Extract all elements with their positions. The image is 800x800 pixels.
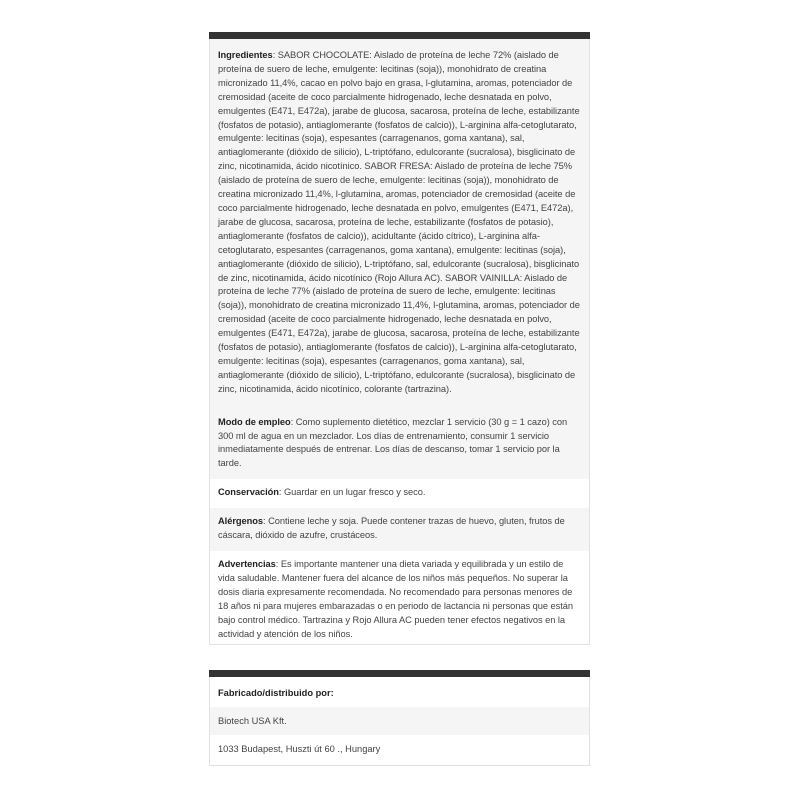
storage-label: Conservación bbox=[218, 487, 279, 498]
warnings-text: : Es importante mantener una dieta variada y equilibrada y un estilo de vida saludable. Mantener fuera del alcance de los niños más pequeños. No superar la dosis diaria expresamente recomendada. No recomendado para personas menores de 18 años ni para mujeres embarazadas o en periodo de lactancia ni personas que están bajo control médico. Tartrazina y Rojo Allura AC pueden tener efectos negativos en la actividad y atención de los niños. bbox=[218, 559, 574, 639]
storage-text: : Guardar en un lugar fresco y seco. bbox=[278, 487, 426, 498]
manufacturer-name: Biotech USA Kft. bbox=[210, 707, 589, 735]
usage-label: Modo de empleo bbox=[218, 416, 291, 427]
allergens-text: : Contiene leche y soja. Puede contener trazas de huevo, gluten, frutos de cáscara, dióxido de azufre, crustáceos. bbox=[218, 516, 565, 541]
ingredients-row bbox=[210, 39, 589, 409]
allergens-row bbox=[210, 508, 589, 551]
manufacturer-title: Fabricado/distribuido por: bbox=[218, 688, 334, 698]
warnings-row bbox=[210, 551, 589, 649]
manufacturer-address: 1033 Budapest, Huszti út 60 ., Hungary bbox=[218, 744, 381, 754]
usage-row bbox=[210, 409, 589, 480]
allergens-label: Alérgenos bbox=[218, 516, 264, 527]
manufacturer-panel bbox=[209, 670, 590, 766]
ingredients-text: : SABOR CHOCOLATE: Aislado de proteína de leche 72% (aislado de proteína de suero de leche, emulgente: lecitinas (soja)), monohidrato de creatina micronizado 11,4%, cacao en polvo bajo en grasa, l-glutamina, aromas, potenciador de cremosidad (aceite de coco parcialmente hidrogenado, leche desnatada en polvo, emulgentes (E471, E472a), jarabe de glucosa, sacarosa, proteína de leche, estabilizante (fosfatos de potasio), antiaglomerante (fosfatos de calcio)), L-arginina alfa-cetoglutarato, emulgente: lecitinas (soja), espesantes (carragenanos, goma xantana), sal, antiaglomerante (dióxido de silicio), L-triptófano, edulcorante (sucralosa), bisglicinato de zinc, nicotinamida, ácido nicotínico. SABOR FRESA: Aislado de proteína de leche 75% (aislado de proteína de suero de leche, emulgente: lecitinas (soja)), monohidrato de creatina micronizado 11,4%, l-glutamina, aromas, potenciador de cremosidad (aceite de coco parcialmente hidrogenado, leche desnatada en polvo, emulgentes (E471, E472a), jarabe de glucosa, sacarosa, proteína de leche, estabilizante (fosfatos de potasio), antiaglomerante (fosfatos de calcio)), acidultante (ácido cítrico), L-arginina alfa-cetoglutarato, espesantes (carragenanos, goma xantana), emulgente: lecitinas (soja), antiaglomerante (dióxido de silicio), L-triptófano, sal, edulcorante (sucralosa), bisglicinato de zinc, nicotinamida, ácido nicotínico (Rojo Allura AC). SABOR VAINILLA: Aislado de proteína de leche 77% (aislado de proteína de suero de leche, emulgente: lecitinas (soja)), monohidrato de creatina micronizado 11,4%, l-glutamina, aromas, potenciador de cremosidad (aceite de coco parcialmente hidrogenado, leche desnatada en polvo, emulgentes (E471, E472a), jarabe de glucosa, sacarosa, proteína de leche, estabilizante (fosfatos de potasio), antiaglomerante (fosfatos de calcio)), L-arginina alfa-cetoglutarato, emulgente: lecitinas (soja), espesantes (carragenanos, goma xantana), sal, antiaglomerante (dióxido de silicio), L-triptófano, edulcorante (sucralosa), bisglicinato de zinc, nicotinamida, ácido nicotínico, colorante (tartrazina). bbox=[218, 50, 580, 394]
panel-header-bar bbox=[209, 670, 590, 677]
storage-row bbox=[210, 479, 589, 508]
usage-text: : Como suplemento dietético, mezclar 1 servicio (30 g = 1 cazo) con 300 ml de agua en un mezclador. Los días de entrenamiento, consumir 1 servicio inmediatamente después de entrenar. Los días de descanso, tomar 1 servicio por la tarde. bbox=[218, 416, 568, 469]
warnings-label: Advertencias bbox=[218, 559, 276, 569]
product-info-panel bbox=[209, 32, 590, 645]
panel-header-bar bbox=[209, 32, 590, 39]
ingredients-label: Ingredientes bbox=[218, 50, 273, 60]
